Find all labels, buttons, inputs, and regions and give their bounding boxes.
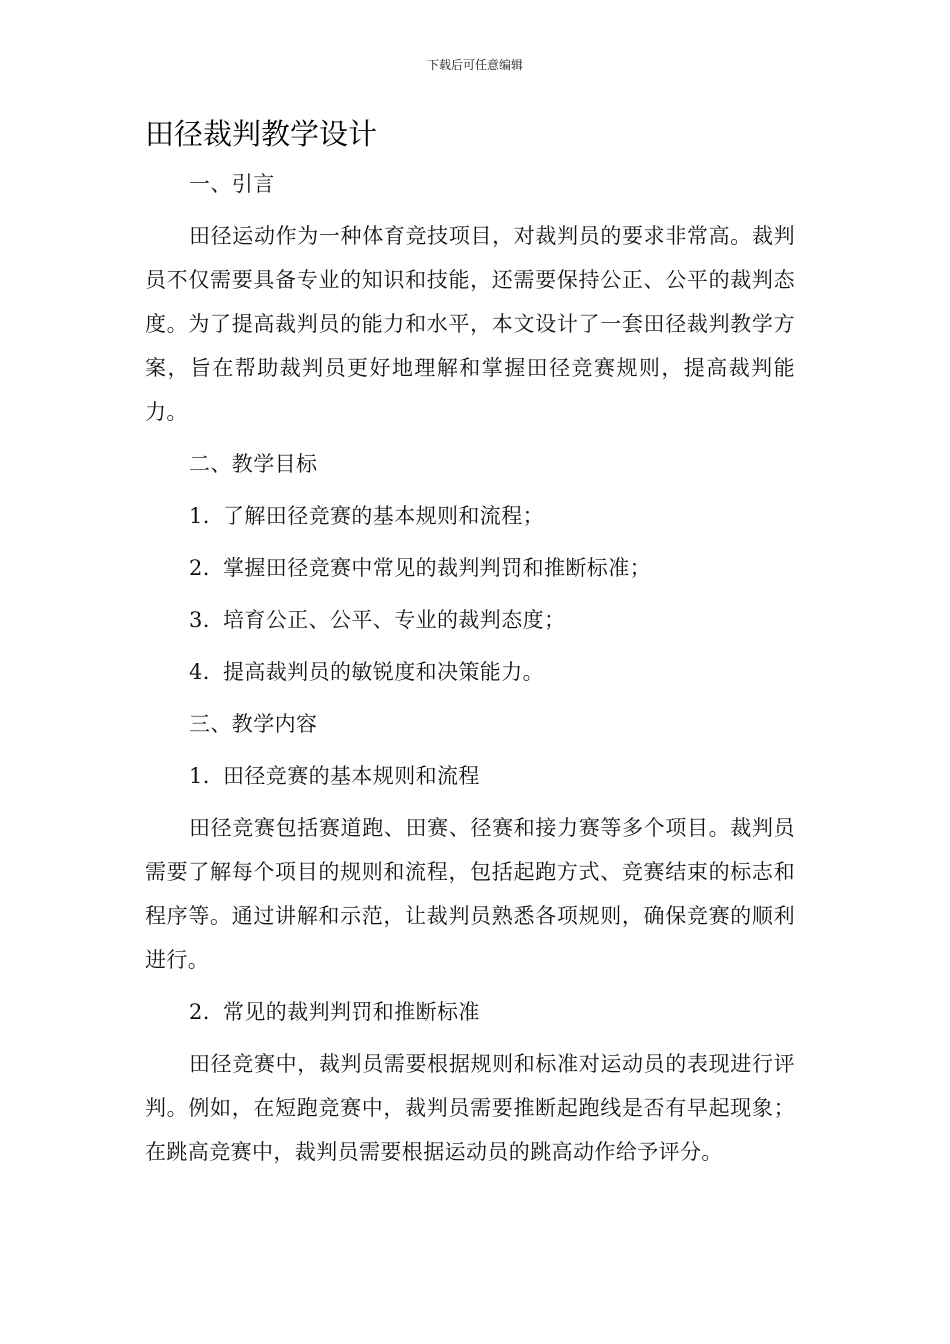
objective-number: 4. [189,660,210,684]
objective-item [145,494,795,538]
subsection-title: 田径竞赛的基本规则和流程 [223,764,480,788]
objective-number: 3. [189,608,210,632]
objective-number: 1. [189,504,210,528]
objective-number: 2. [189,556,210,580]
objective-text: 了解田径竞赛的基本规则和流程； [223,504,544,528]
subsection-number: 1. [189,764,210,788]
judging-paragraph: 田径竞赛中，裁判员需要根据规则和标准对运动员的表现进行评判。例如，在短跑竞赛中，裁判员需要推断起跑线是否有早起现象；在跳高竞赛中，裁判员需要根据运动员的跳高动作给予评分。 [145,1052,795,1164]
subsection-number: 2. [189,1000,210,1024]
subsection-heading-rules [145,754,795,798]
subsection-title: 常见的裁判判罚和推断标准 [223,1000,480,1024]
objective-item [145,546,795,590]
rules-paragraph: 田径竞赛包括赛道跑、田赛、径赛和接力赛等多个项目。裁判员需要了解每个项目的规则和流程，包括起跑方式、竞赛结束的标志和程序等。通过讲解和示范，让裁判员熟悉各项规则，确保竞赛的顺利进行。 [145,816,795,972]
objective-text: 提高裁判员的敏锐度和决策能力。 [223,660,544,684]
section-heading-objectives: 二、教学目标 [189,452,318,476]
subsection-heading-judging [145,990,795,1034]
section-heading-introduction: 一、引言 [189,172,275,196]
introduction-paragraph: 田径运动作为一种体育竞技项目，对裁判员的要求非常高。裁判员不仅需要具备专业的知识和技能，还需要保持公正、公平的裁判态度。为了提高裁判员的能力和水平，本文设计了一套田径裁判教学方案，旨在帮助裁判员更好地理解和掌握田径竞赛规则，提高裁判能力。 [145,224,795,424]
objective-text: 培育公正、公平、专业的裁判态度； [223,608,566,632]
objective-item [145,650,795,694]
document-body [145,112,795,1182]
objective-text: 掌握田径竞赛中常见的裁判判罚和推断标准； [223,556,651,580]
page-header-note: 下载后可任意编辑 [426,58,523,72]
document-title: 田径裁判教学设计 [145,117,378,151]
section-heading-content: 三、教学内容 [189,712,318,736]
objective-item [145,598,795,642]
